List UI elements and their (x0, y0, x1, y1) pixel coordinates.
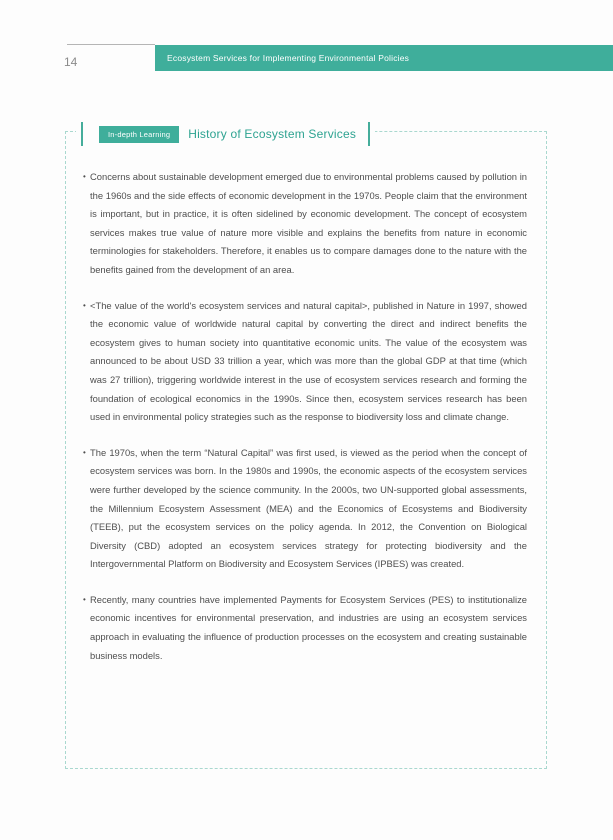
bullet-marker: • (83, 447, 86, 457)
section-title: History of Ecosystem Services (188, 127, 357, 141)
page-number: 14 (64, 55, 78, 69)
bullet-marker: • (83, 300, 86, 310)
paragraph-text: The 1970s, when the term “Natural Capital” was first used, is viewed as the period when the concept of ecosystem services was born. In the 1980s and 1990s, the economic aspects of the ecosystem services were further developed by the science community. In the 2000s, two UN-supported global assessments, the Millennium Ecosystem Assessment (MEA) and the Economics of Ecosystems and Biodiversity (TEEB), put the ecosystem services on the policy agenda. In 2012, the Convention on Biological Diversity (CBD) adopted an ecosystem services strategy for protecting biodiversity and the Intergovernmental Platform on Biodiversity and Ecosystem Services (IPBES) was created. (90, 446, 527, 570)
paragraph-text: <The value of the world's ecosystem services and natural capital>, published in Nature in 1997, showed the economic value of worldwide natural capital by converting the direct and indirect benefits the ecosystem gives to human society into quantitative economic units. The value of the ecosystem was announced to be about USD 33 trillion a year, which was more than the global GDP at that time (which was 27 trillion), triggering worldwide interest in the use of ecosystem services research and forming the foundation of ecological economics in the 1990s. Since then, ecosystem services research has been used in environmental policy strategies such as the response to biodiversity loss and climate change. (90, 299, 527, 423)
in-depth-learning-badge: In-depth Learning (99, 126, 179, 143)
bullet-marker: • (83, 594, 86, 604)
running-header-band (155, 45, 613, 71)
paragraph-text: Recently, many countries have implemented Payments for Ecosystem Services (PES) to institutionalize economic incentives for environmental preservation, and industries are using an ecosystem services approach in evaluating the influence of production processes on the ecosystem and creating sustainable business models. (90, 593, 527, 661)
right-tick-mark (368, 122, 370, 146)
in-depth-learning-box (65, 131, 547, 769)
paragraph-list (83, 168, 527, 682)
left-tick-mark (81, 122, 83, 146)
header-rule (67, 44, 155, 45)
section-header (76, 120, 375, 148)
paragraph-text: Concerns about sustainable development emerged due to environmental problems caused by pollution in the 1960s and the side effects of economic development in the 1970s. People claim that the environment is important, but in practice, it is often sidelined by economic development. The concept of ecosystem services makes true value of nature more visible and explains the benefits from nature in economic terminologies for stakeholders. Therefore, it enables us to compare damages done to the nature with the benefits gained from the development of an area. (90, 171, 527, 275)
paragraph (83, 168, 527, 280)
paragraph (83, 444, 527, 574)
paragraph (83, 297, 527, 427)
bullet-marker: • (83, 172, 86, 181)
paragraph (83, 591, 527, 665)
running-header-text: Ecosystem Services for Implementing Environmental Policies (167, 53, 410, 63)
